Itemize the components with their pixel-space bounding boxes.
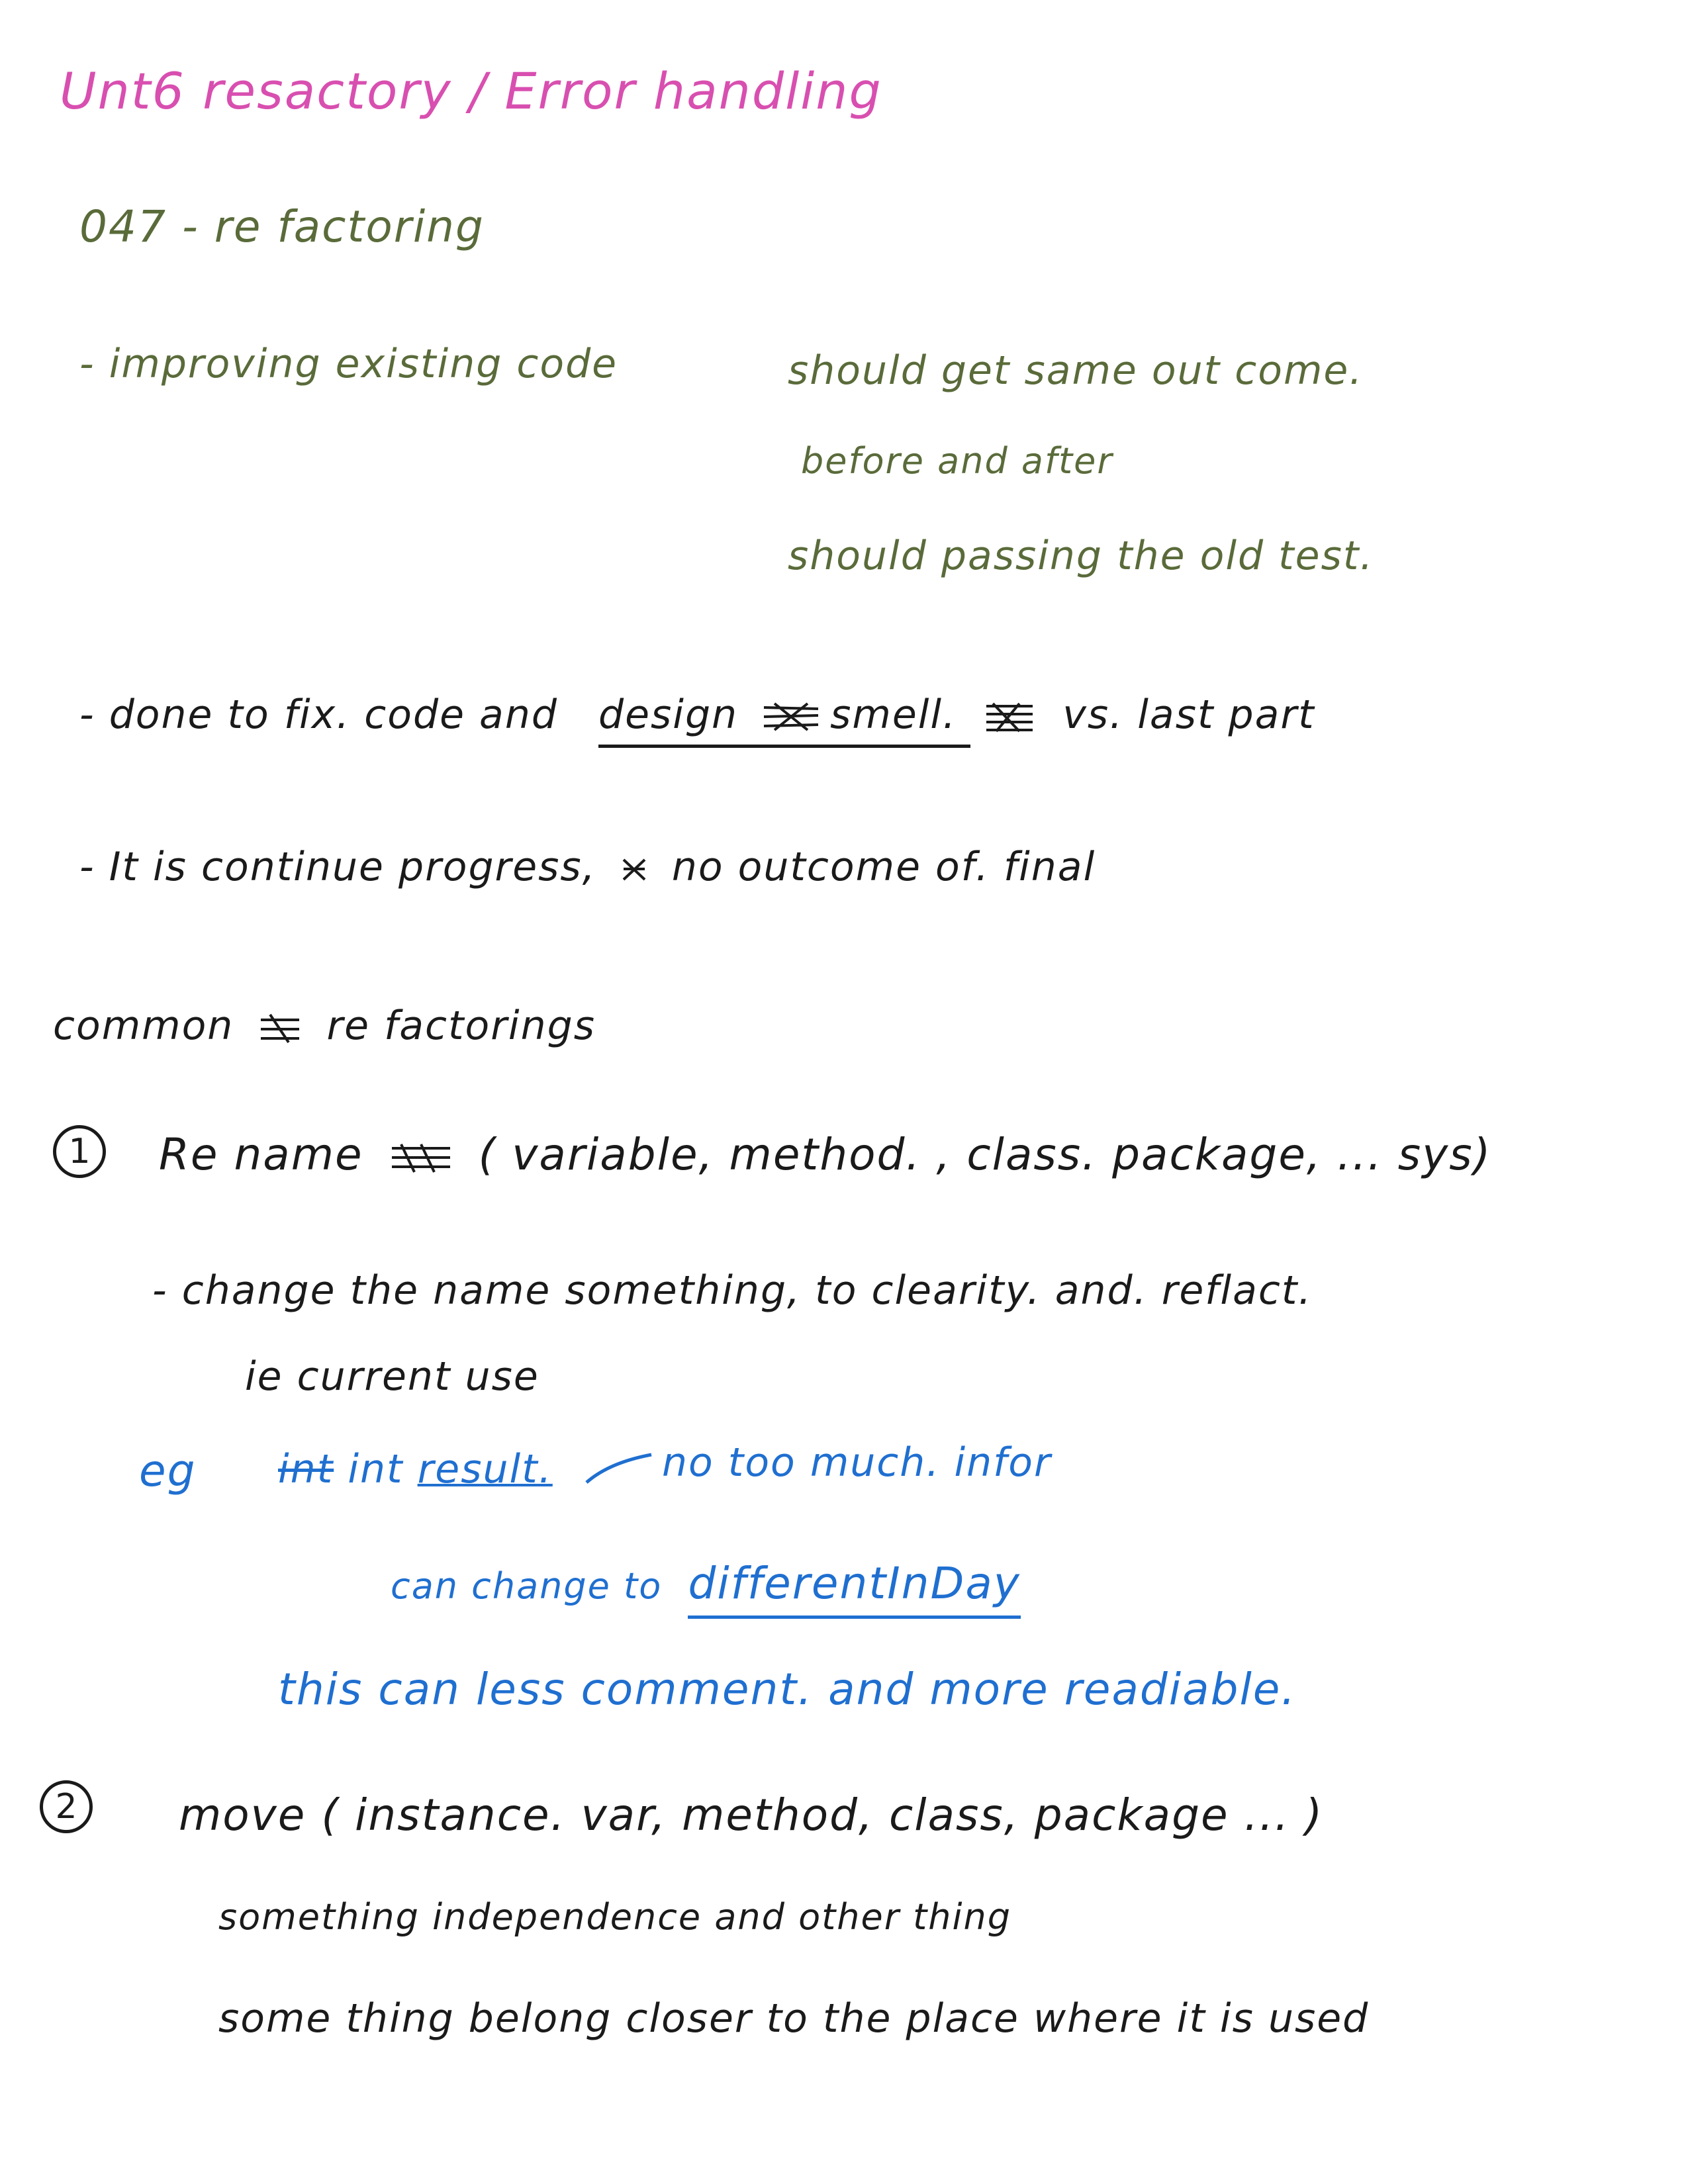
rename-word: Re name <box>159 1129 363 1180</box>
note-old-test: should passing the old test. <box>788 533 1374 579</box>
arrow-stroke-icon <box>583 1443 655 1489</box>
refactorings-word: re factorings <box>326 1003 596 1049</box>
continue-progress-text: - It is continue progress, <box>79 844 596 890</box>
can-change-to: can change to <box>391 1565 663 1607</box>
no-outcome-text: no outcome of. final <box>671 844 1096 890</box>
eg-result: result. <box>417 1446 553 1492</box>
scribble-icon <box>388 1142 454 1173</box>
common-refactorings-heading <box>53 1003 596 1049</box>
bullet-continue-progress <box>79 844 1096 890</box>
item1-desc-line2: ie current use <box>245 1353 539 1400</box>
item2-line2: some thing belong closer to the place where it is used <box>218 1995 1370 2042</box>
item1-desc-line1: - change the name something, to clearity. and. reflact. <box>152 1267 1313 1314</box>
bullet-design-smell <box>79 692 1315 738</box>
note-same-outcome: should get same out come. <box>788 347 1364 394</box>
item-number-2: 2 <box>40 1780 93 1833</box>
eg-int: int <box>348 1446 404 1492</box>
item1-title <box>159 1129 1492 1180</box>
item2-title: move ( instance. var, method, class, package ... ) <box>179 1790 1324 1841</box>
page-title: Unt6 resactory / Error handling <box>60 62 882 120</box>
eg-note: no too much. infor <box>662 1439 1052 1486</box>
eg-label: eg <box>139 1445 197 1496</box>
scribble-icon <box>620 853 649 885</box>
vs-last-part: vs. last part <box>1062 692 1315 738</box>
eg-code <box>278 1446 553 1492</box>
scribble-icon <box>761 701 821 733</box>
scribble-icon <box>257 1012 303 1044</box>
eg-change-line <box>391 1558 1021 1609</box>
rename-targets: ( variable, method. , class. package, ... sys) <box>478 1129 1492 1180</box>
item2-line1: something independence and other thing <box>218 1896 1012 1938</box>
different-in-day: differentInDay <box>688 1558 1020 1619</box>
bullet-design-smell-prefix: - done to fix. code and <box>79 692 558 738</box>
section-heading-refactoring: 047 - re factoring <box>79 201 485 252</box>
eg-struck-text: int <box>278 1446 334 1492</box>
bullet-improving-code: - improving existing code <box>79 341 618 387</box>
design-word: design <box>598 692 739 738</box>
design-smell-underlined <box>598 692 970 748</box>
common-word: common <box>53 1003 234 1049</box>
note-before-after: before and after <box>801 440 1113 482</box>
scribble-icon <box>980 701 1039 733</box>
less-comment-line: this can less comment. and more readiable. <box>278 1664 1297 1715</box>
smell-word: smell. <box>830 692 957 738</box>
item-number-1: 1 <box>53 1125 106 1178</box>
